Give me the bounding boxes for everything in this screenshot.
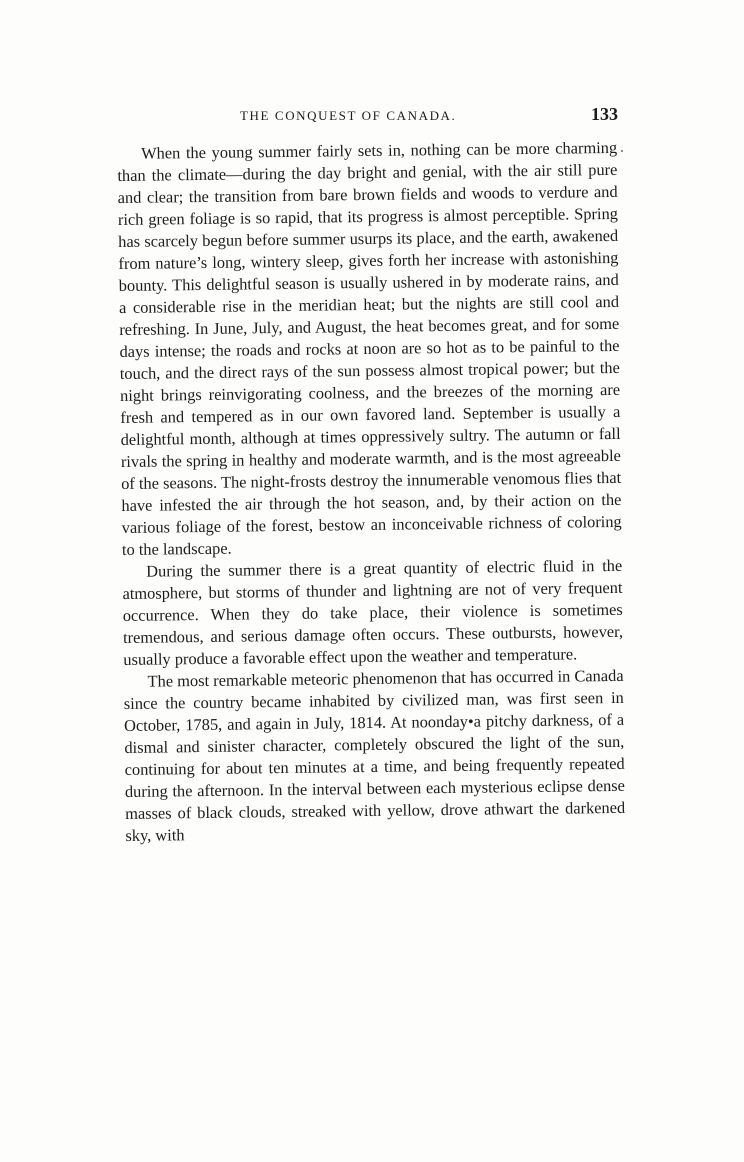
running-header bbox=[128, 104, 618, 134]
paragraph-meteoric-phenomenon: The most remarkable meteoric phenomenon that has occurred in Canada since the country became inhabited by civilized man, was first seen in October, 1785, and again in July, 1814. At noonday•a pitchy darkness, of a dismal and sinister character, completely obscured the light of the sun, continuing for about ten minutes at a time, and being frequently repeated during the afternoon. In the interval between each mysterious eclipse dense masses of black clouds, streaked with yellow, drove athwart the darkened sky, with bbox=[123, 666, 626, 846]
running-title: THE CONQUEST OF CANADA. bbox=[240, 108, 457, 123]
margin-speck bbox=[621, 150, 623, 152]
paragraph-electric-storms: During the summer there is a great quantity of electric fluid in the atmosphere, but storms of thunder and lightning are not of very frequent occurrence. When they do take place, their violence is sometimes tremendous, and serious damage often occurs. These outbursts, however, usually produce a favorable effect upon the weather and temperature. bbox=[122, 556, 624, 670]
paragraph-climate: When the young summer fairly sets in, nothing can be more charming than the climate—during the day bright and genial, with the air still pure and clear; the transition from bare brown fields and woods to verdure and rich green foliage is so rapid, that its progress is almost perceptible. Spring has scarcely begun before summer usurps its place, and the earth, awakened from nature’s long, wintery sleep, gives forth her increase with astonishing bounty. This delightful season is usually ushered in by moderate rains, and a considerable rise in the meridian heat; but the nights are still cool and refreshing. In June, July, and August, the heat becomes great, and for some days intense; the roads and rocks at noon are so hot as to be painful to the touch, and the direct rays of the sun possess almost tropical power; but the night brings reinvigorating coolness, and the breezes of the morning are fresh and tempered as in our own favored land. September is usually a delightful month, although at times oppressively sultry. The autumn or fall rivals the spring in healthy and moderate warmth, and is the most agreeable of the seasons. The night-frosts destroy the innumerable venomous flies that have infested the air through the hot season, and, by their action on the various foliage of the forest, bestow an inconceivable richness of coloring to the landscape. bbox=[117, 137, 622, 560]
page-number: 133 bbox=[591, 104, 618, 124]
body-text bbox=[117, 137, 626, 848]
